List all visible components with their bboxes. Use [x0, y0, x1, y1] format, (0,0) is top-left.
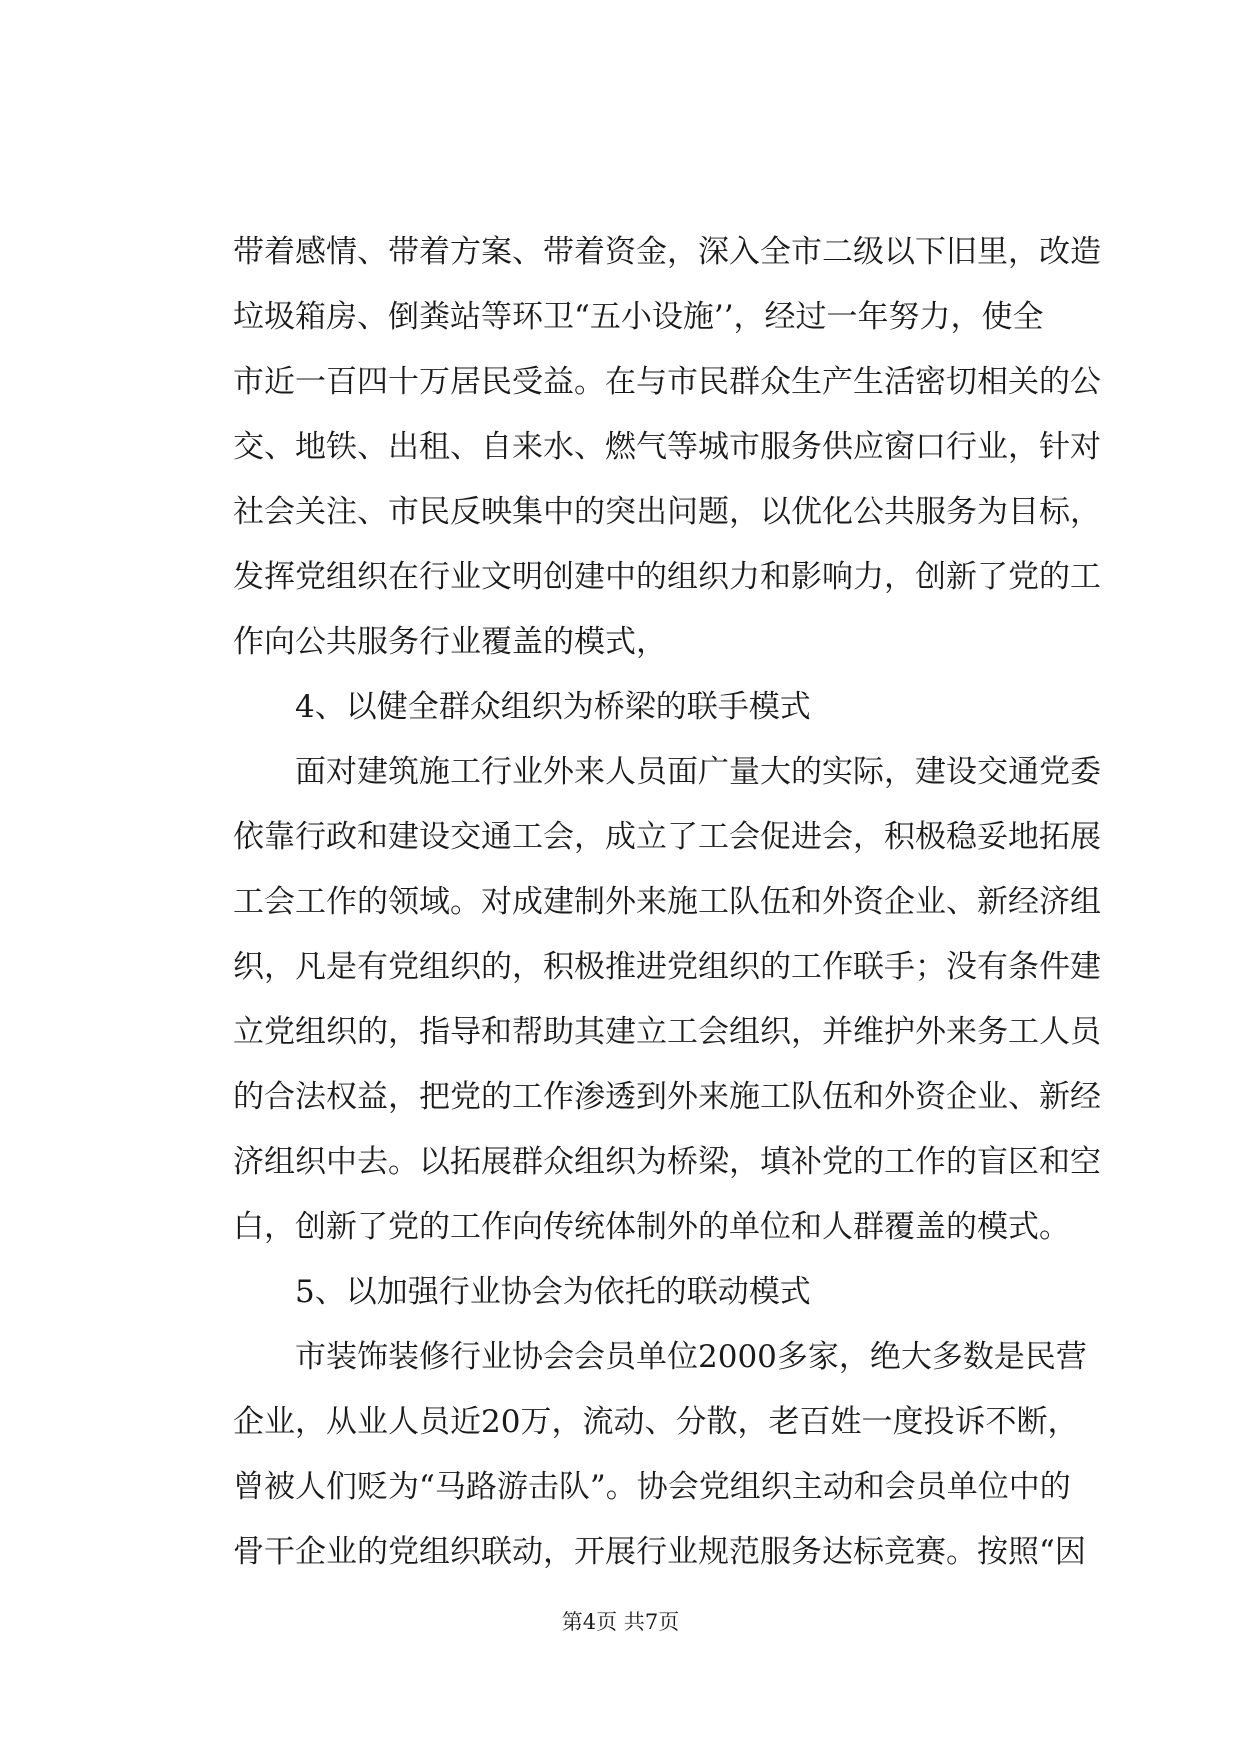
paragraph-line: 的合法权益，把党的工作渗透到外来施工队伍和外资企业、新经 — [233, 1079, 1101, 1115]
section-heading: 4、以健全群众组织为桥梁的联手模式 — [295, 689, 811, 725]
paragraph-line: 白，创新了党的工作向传统体制外的单位和人群覆盖的模式。 — [233, 1209, 1070, 1245]
page-number-footer: 第4页 共7页 — [561, 1610, 680, 1634]
section-heading: 5、以加强行业协会为依托的联动模式 — [295, 1274, 811, 1310]
paragraph-line: 垃圾箱房、倒粪站等环卫“五小设施’’，经过一年努力，使全 — [233, 299, 1044, 335]
paragraph-line: 面对建筑施工行业外来人员面广量大的实际，建设交通党委 — [295, 754, 1101, 790]
paragraph-line: 工会工作的领域。对成建制外来施工队伍和外资企业、新经济组 — [233, 884, 1101, 920]
paragraph-line: 立党组织的，指导和帮助其建立工会组织，并维护外来务工人员 — [233, 1014, 1101, 1050]
paragraph-line: 交、地铁、出租、自来水、燃气等城市服务供应窗口行业，针对 — [233, 429, 1101, 465]
paragraph-line: 作向公共服务行业覆盖的模式， — [233, 624, 667, 660]
paragraph-line: 依靠行政和建设交通工会，成立了工会促进会，积极稳妥地拓展 — [233, 819, 1101, 855]
paragraph-line: 织，凡是有党组织的，积极推进党组织的工作联手；没有条件建 — [233, 949, 1101, 985]
paragraph-line: 曾被人们贬为“马路游击队”。协会党组织主动和会员单位中的 — [233, 1469, 1071, 1505]
paragraph-line: 市装饰装修行业协会会员单位2000多家，绝大多数是民营 — [295, 1339, 1087, 1375]
paragraph-line: 企业，从业人员近20万，流动、分散，老百姓一度投诉不断， — [233, 1404, 1079, 1440]
paragraph-line: 济组织中去。以拓展群众组织为桥梁，填补党的工作的盲区和空 — [233, 1144, 1101, 1180]
paragraph-line: 发挥党组织在行业文明创建中的组织力和影响力，创新了党的工 — [233, 559, 1101, 595]
paragraph-line: 骨干企业的党组织联动，开展行业规范服务达标竞赛。按照“因 — [233, 1534, 1086, 1570]
paragraph-line: 社会关注、市民反映集中的突出问题，以优化公共服务为目标， — [233, 494, 1101, 530]
paragraph-line: 带着感情、带着方案、带着资金，深入全市二级以下旧里，改造 — [233, 234, 1101, 270]
paragraph-line: 市近一百四十万居民受益。在与市民群众生产生活密切相关的公 — [233, 364, 1101, 400]
